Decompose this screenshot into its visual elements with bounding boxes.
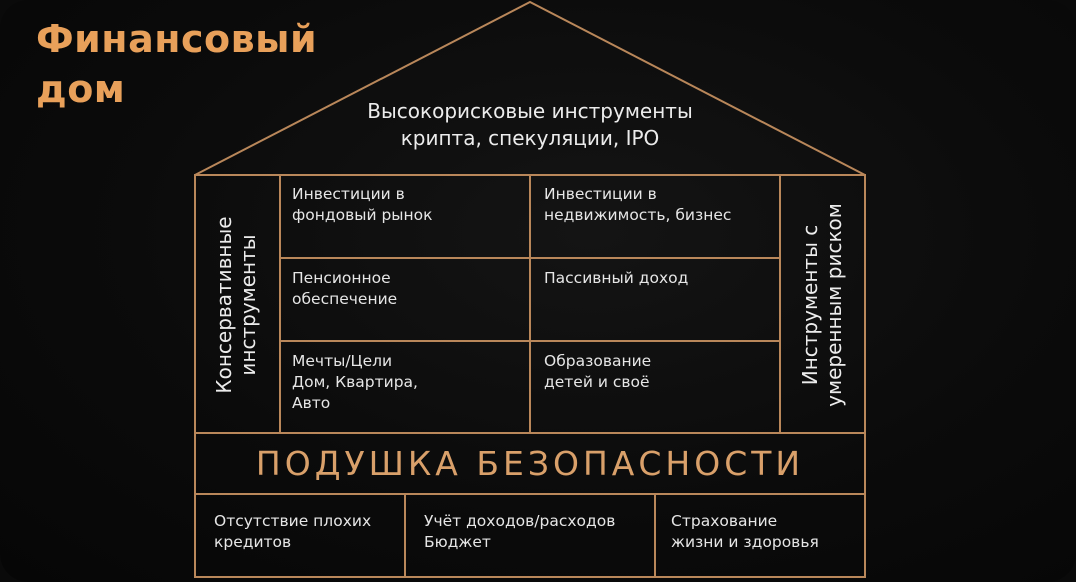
left-pillar-label: Консервативные инструменты [212, 216, 260, 394]
roof-line-2: крипта, спекуляции, IPO [400, 126, 660, 150]
title-line-1: Финансовый [36, 17, 318, 61]
roof-line-1: Высокорисковые инструменты [367, 99, 693, 123]
cell-stock-market: Инвестиции в фондовый рынок [292, 185, 433, 224]
foundation-insurance: Страхование жизни и здоровья [671, 512, 819, 551]
roof-label [320, 98, 740, 152]
cell-education: Образование детей и своё [544, 352, 652, 391]
foundation-no-bad-loans: Отсутствие плохих кредитов [214, 512, 372, 551]
cell-pension: Пенсионное обеспечение [292, 269, 398, 308]
cell-dreams-goals: Мечты/Цели Дом, Квартира, Авто [292, 352, 418, 412]
safety-cushion-label: ПОДУШКА БЕЗОПАСНОСТИ [255, 444, 805, 483]
cell-passive-income: Пассивный доход [544, 269, 689, 287]
right-pillar-label: Инструменты с умеренным риском [798, 203, 846, 407]
title-line-2: дом [36, 67, 126, 111]
foundation-budget: Учёт доходов/расходов Бюджет [424, 512, 616, 551]
cell-real-estate: Инвестиции в недвижимость, бизнес [544, 185, 732, 224]
